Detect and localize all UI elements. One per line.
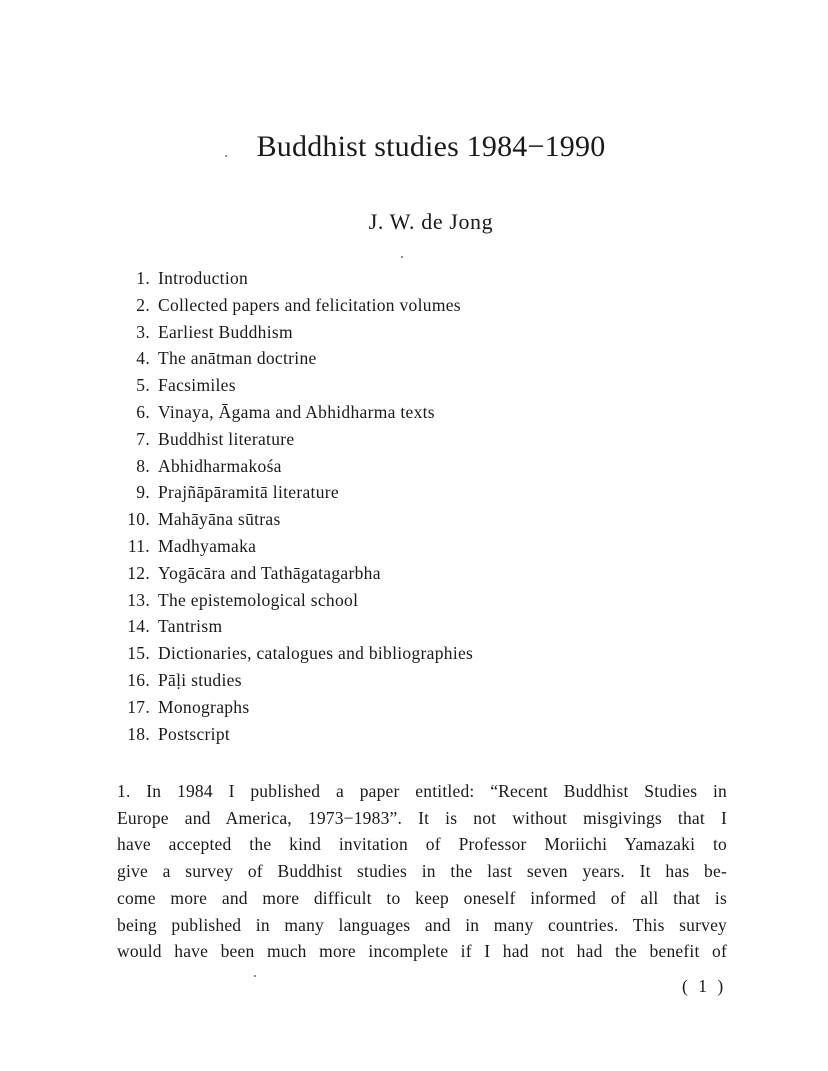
toc-item-number: 16. <box>127 669 150 690</box>
toc-item <box>110 721 630 748</box>
toc-item-number: 13. <box>127 589 150 610</box>
toc-item-label: Dictionaries, catalogues and bibliographies <box>158 643 474 664</box>
toc-item <box>110 533 630 560</box>
toc-item-number: 5. <box>136 375 150 396</box>
toc-item <box>110 694 630 721</box>
toc-item <box>110 506 630 533</box>
body-line: 1. In 1984 I published a paper entitled: “Recent Buddhist Studies in <box>117 781 727 801</box>
toc-item-number: 10. <box>127 509 150 530</box>
toc-item <box>110 426 630 453</box>
toc-item-label: Buddhist literature <box>158 428 295 449</box>
toc-item-label: Abhidharmakośa <box>158 455 282 476</box>
page-number: ( 1 ) <box>682 976 727 996</box>
body-line: Europe and America, 1973−1983”. It is not without misgivings that I <box>117 807 727 828</box>
toc-item <box>110 292 630 319</box>
toc-item-number: 11. <box>127 535 150 556</box>
toc-item-label: The anātman doctrine <box>158 348 317 369</box>
body-line: come more and more difficult to keep oneself informed of all that is <box>117 887 727 908</box>
toc-item-label: Postscript <box>158 723 231 744</box>
toc-item <box>110 399 630 426</box>
toc-item-number: 17. <box>127 696 150 717</box>
toc-item-label: Mahāyāna sūtras <box>158 509 281 530</box>
table-of-contents <box>110 265 630 747</box>
toc-item-label: The epistemological school <box>158 589 359 610</box>
toc-item-number: 2. <box>136 294 150 315</box>
toc-item-label: Collected papers and felicitation volumes <box>158 294 461 315</box>
toc-item-number: 15. <box>127 643 150 664</box>
toc-item <box>110 560 630 587</box>
scan-speck <box>254 975 256 977</box>
toc-item-number: 7. <box>136 428 150 449</box>
toc-item-number: 9. <box>136 482 150 503</box>
body-line: have accepted the kind invitation of Professor Moriichi Yamazaki to <box>117 834 727 855</box>
toc-item-label: Pāḷi studies <box>158 669 242 690</box>
toc-item-label: Introduction <box>158 268 249 288</box>
page-title: Buddhist studies 1984−1990 <box>256 130 606 163</box>
toc-item-label: Earliest Buddhism <box>158 321 293 342</box>
toc-item <box>110 265 630 292</box>
toc-item-number: 1. <box>136 268 150 288</box>
toc-item-label: Monographs <box>158 696 250 717</box>
toc-item-number: 18. <box>127 723 150 744</box>
toc-item-label: Madhyamaka <box>158 535 257 556</box>
toc-item <box>110 319 630 346</box>
body-line: being published in many languages and in many countries. This survey <box>117 914 727 935</box>
toc-item-number: 3. <box>136 321 150 342</box>
toc-item-number: 6. <box>136 401 150 422</box>
toc-item-label: Vinaya, Āgama and Abhidharma texts <box>158 401 435 422</box>
toc-item-label: Yogācāra and Tathāgatagarbha <box>158 562 381 583</box>
toc-item-number: 4. <box>136 348 150 369</box>
toc-item <box>110 640 630 667</box>
toc-item <box>110 345 630 372</box>
body-line: give a survey of Buddhist studies in the last seven years. It has be- <box>117 861 727 882</box>
toc-item-number: 14. <box>127 616 150 637</box>
author-name: J. W. de Jong <box>368 209 494 234</box>
toc-item-number: 12. <box>127 562 150 583</box>
toc-item <box>110 372 630 399</box>
toc-item-number: 8. <box>136 455 150 476</box>
body-line: would have been much more incomplete if I had not had the benefit of <box>117 941 727 962</box>
toc-item <box>110 453 630 480</box>
toc-item-label: Tantrism <box>158 616 223 637</box>
body-paragraph <box>117 778 727 965</box>
toc-item-label: Facsimiles <box>158 375 236 396</box>
scan-speck <box>401 256 403 258</box>
toc-item <box>110 587 630 614</box>
toc-item <box>110 613 630 640</box>
toc-item <box>110 479 630 506</box>
toc-item <box>110 667 630 694</box>
scan-speck <box>225 155 227 157</box>
toc-item-label: Prajñāpāramitā literature <box>158 482 339 503</box>
